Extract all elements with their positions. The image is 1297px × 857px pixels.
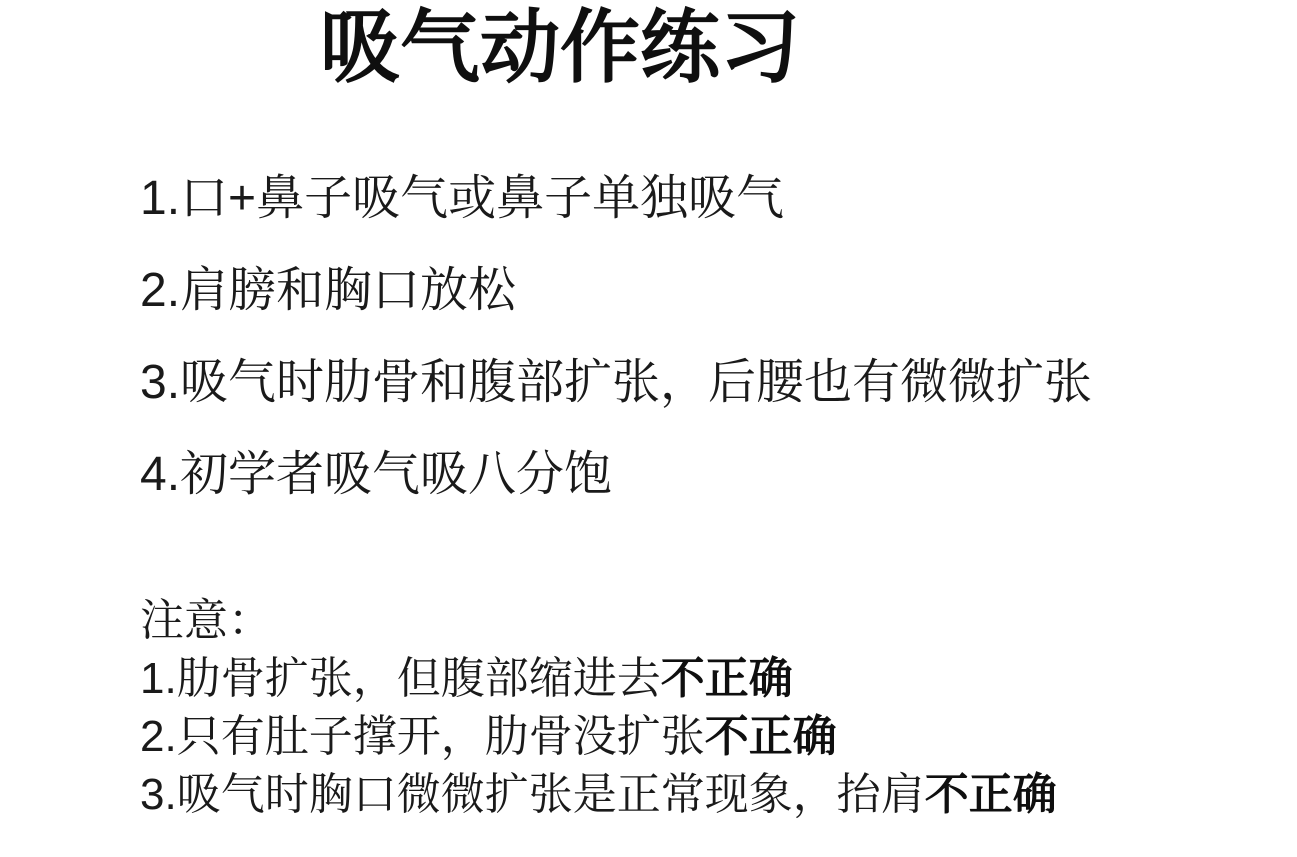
step-item-1: 1.口+鼻子吸气或鼻子单独吸气 — [140, 172, 785, 225]
step-list — [140, 170, 1092, 538]
step-item-3: 3.吸气时肋骨和腹部扩张，后腰也有微微扩张 — [140, 356, 1093, 409]
note-emphasis-1: 不正确 — [660, 654, 793, 703]
note-text-2: 2.只有肚子撑开，肋骨没扩张 — [140, 712, 705, 761]
notes-heading: 注意： — [140, 596, 272, 645]
note-emphasis-2: 不正确 — [704, 712, 837, 761]
note-item-1 — [140, 650, 1057, 708]
step-item-4: 4.初学者吸气吸八分饱 — [140, 448, 613, 501]
note-emphasis-3: 不正确 — [924, 770, 1057, 819]
note-item-2 — [140, 708, 1057, 766]
page-title: 吸气动作练习 — [320, 3, 800, 92]
notes-section — [140, 592, 1057, 824]
note-text-3: 3.吸气时胸口微微扩张是正常现象，抬肩 — [140, 770, 925, 819]
note-item-3 — [140, 766, 1057, 824]
step-item-2: 2.肩膀和胸口放松 — [140, 264, 517, 317]
note-text-1: 1.肋骨扩张，但腹部缩进去 — [140, 654, 661, 703]
